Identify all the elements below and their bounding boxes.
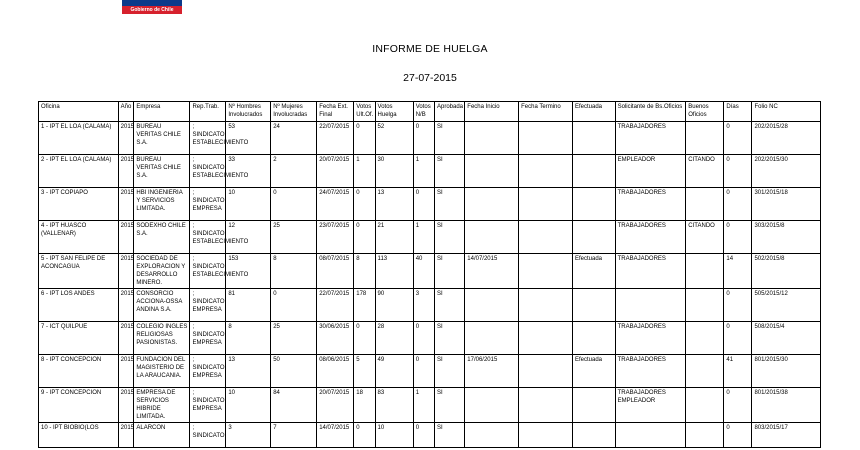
table-row	[39, 254, 821, 289]
cell-dias: 0	[724, 188, 752, 221]
cell-rep-trab: ; SINDICATO ESTABLECIMIENTO	[190, 155, 226, 188]
cell-efectuada	[572, 388, 615, 423]
cell-votos-nb: 1	[413, 221, 434, 254]
cell-folio-nc: 502/2015/8	[752, 254, 821, 289]
col-buenos-oficios: Buenos Oficios	[686, 102, 724, 122]
cell-hombres: 13	[226, 355, 271, 388]
cell-empresa: ALARCON	[134, 423, 190, 448]
cell-fecha-termino	[519, 221, 573, 254]
cell-oficina: 1 - IPT EL LOA (CALAMA)	[39, 122, 119, 155]
cell-rep-trab: ; SINDICATO EMPRESA	[190, 322, 226, 355]
table-row	[39, 221, 821, 254]
col-hombres: Nº Hombres Involucrados	[226, 102, 271, 122]
cell-solicitante: TRABAJADORES	[615, 188, 686, 221]
cell-buenos-oficios	[686, 289, 724, 322]
cell-votos-huelga: 49	[375, 355, 413, 388]
col-votos-huelga: Votos Huelga	[375, 102, 413, 122]
cell-votos-nb: 0	[413, 122, 434, 155]
cell-mujeres: 50	[271, 355, 317, 388]
cell-solicitante	[615, 423, 686, 448]
cell-mujeres: 24	[271, 122, 317, 155]
cell-solicitante: EMPLEADOR	[615, 155, 686, 188]
cell-mujeres: 0	[271, 188, 317, 221]
cell-anio: 2015	[118, 221, 134, 254]
cell-empresa: SOCIEDAD DE EXPLORACION Y DESARROLLO MINERO.	[134, 254, 190, 289]
col-dias: Días	[724, 102, 752, 122]
cell-fecha-ext-final: 08/07/2015	[317, 254, 354, 289]
cell-folio-nc: 801/2015/30	[752, 355, 821, 388]
col-oficina: Oficina	[39, 102, 119, 122]
gobierno-logo	[122, 0, 182, 14]
cell-votos-nb: 1	[413, 388, 434, 423]
cell-oficina: 4 - IPT HUASCO (VALLENAR)	[39, 221, 119, 254]
cell-empresa: COLEGIO INGLES RELIGIOSAS PASIONISTAS.	[134, 322, 190, 355]
cell-dias: 0	[724, 423, 752, 448]
cell-dias: 0	[724, 122, 752, 155]
cell-dias: 0	[724, 322, 752, 355]
col-votos-nb: Votos N/B	[413, 102, 434, 122]
cell-votos-nb: 1	[413, 155, 434, 188]
cell-mujeres: 2	[271, 155, 317, 188]
cell-fecha-termino	[519, 322, 573, 355]
cell-dias: 0	[724, 289, 752, 322]
cell-rep-trab: ; SINDICATO ESTABLECIMIENTO	[190, 122, 226, 155]
cell-anio: 2015	[118, 188, 134, 221]
cell-fecha-inicio	[465, 322, 519, 355]
table-row	[39, 423, 821, 448]
cell-solicitante: TRABAJADORES	[615, 322, 686, 355]
cell-buenos-oficios	[686, 122, 724, 155]
cell-votos-ult-of: 0	[354, 188, 375, 221]
cell-rep-trab: ; SINDICATO EMPRESA	[190, 289, 226, 322]
cell-fecha-termino	[519, 122, 573, 155]
cell-oficina: 6 - IPT LOS ANDES	[39, 289, 119, 322]
cell-fecha-inicio	[465, 289, 519, 322]
cell-fecha-termino	[519, 289, 573, 322]
cell-anio: 2015	[118, 388, 134, 423]
cell-fecha-inicio	[465, 388, 519, 423]
cell-votos-ult-of: 1	[354, 155, 375, 188]
cell-oficina: 8 - IPT CONCEPCION	[39, 355, 119, 388]
cell-buenos-oficios	[686, 322, 724, 355]
col-mujeres: Nº Mujeres Involucradas	[271, 102, 317, 122]
cell-anio: 2015	[118, 355, 134, 388]
cell-aprobada: SI	[435, 188, 465, 221]
cell-rep-trab: ; SINDICATO ESTABLECIMIENTO	[190, 254, 226, 289]
cell-aprobada: SI	[435, 254, 465, 289]
col-empresa: Empresa	[134, 102, 190, 122]
cell-rep-trab: ; SINDICATO EMPRESA	[190, 355, 226, 388]
cell-empresa: EMPRESA DE SERVICIOS HIBRIDE LIMITADA.	[134, 388, 190, 423]
table-row	[39, 355, 821, 388]
cell-folio-nc: 301/2015/18	[752, 188, 821, 221]
cell-rep-trab: ; SINDICATO EMPRESA	[190, 388, 226, 423]
cell-fecha-ext-final: 23/07/2015	[317, 221, 354, 254]
cell-fecha-termino	[519, 188, 573, 221]
cell-aprobada: SI	[435, 322, 465, 355]
cell-votos-nb: 0	[413, 322, 434, 355]
cell-fecha-inicio: 17/06/2015	[465, 355, 519, 388]
cell-mujeres: 84	[271, 388, 317, 423]
cell-efectuada	[572, 155, 615, 188]
cell-rep-trab: ; SINDICATO EMPRESA	[190, 188, 226, 221]
cell-oficina: 3 - IPT COPIAPO	[39, 188, 119, 221]
cell-fecha-inicio	[465, 221, 519, 254]
cell-folio-nc: 202/2015/28	[752, 122, 821, 155]
cell-aprobada: SI	[435, 388, 465, 423]
cell-votos-nb: 0	[413, 188, 434, 221]
cell-aprobada: SI	[435, 122, 465, 155]
cell-fecha-ext-final: 14/07/2015	[317, 423, 354, 448]
cell-mujeres: 7	[271, 423, 317, 448]
cell-buenos-oficios	[686, 254, 724, 289]
cell-folio-nc: 508/2015/4	[752, 322, 821, 355]
cell-folio-nc: 303/2015/8	[752, 221, 821, 254]
cell-votos-nb: 40	[413, 254, 434, 289]
cell-votos-huelga: 90	[375, 289, 413, 322]
cell-mujeres: 25	[271, 221, 317, 254]
cell-solicitante: TRABAJADORES EMPLEADOR	[615, 388, 686, 423]
cell-votos-nb: 0	[413, 355, 434, 388]
cell-votos-nb: 3	[413, 289, 434, 322]
cell-empresa: FUNDACION DEL MAGISTERIO DE LA ARAUCANIA.	[134, 355, 190, 388]
table-body	[39, 122, 821, 448]
cell-votos-ult-of: 0	[354, 423, 375, 448]
cell-anio: 2015	[118, 254, 134, 289]
cell-efectuada	[572, 423, 615, 448]
cell-dias: 0	[724, 388, 752, 423]
cell-buenos-oficios: CITANDO	[686, 221, 724, 254]
col-fecha-ext-final: Fecha Ext. Final	[317, 102, 354, 122]
cell-solicitante: TRABAJADORES	[615, 122, 686, 155]
cell-empresa: HBI INGENIERIA Y SERVICIOS LIMITADA.	[134, 188, 190, 221]
cell-efectuada	[572, 322, 615, 355]
cell-votos-ult-of: 0	[354, 221, 375, 254]
cell-rep-trab: ; SINDICATO ESTABLECIMIENTO	[190, 221, 226, 254]
cell-solicitante: TRABAJADORES	[615, 221, 686, 254]
cell-efectuada	[572, 221, 615, 254]
cell-fecha-termino	[519, 155, 573, 188]
cell-buenos-oficios	[686, 388, 724, 423]
cell-votos-huelga: 30	[375, 155, 413, 188]
cell-fecha-termino	[519, 254, 573, 289]
cell-hombres: 3	[226, 423, 271, 448]
cell-efectuada: Efectuada	[572, 254, 615, 289]
cell-hombres: 10	[226, 388, 271, 423]
cell-empresa: CONSORCIO ACCIONA-OSSA ANDINA S.A.	[134, 289, 190, 322]
cell-buenos-oficios	[686, 355, 724, 388]
cell-hombres: 53	[226, 122, 271, 155]
cell-folio-nc: 801/2015/38	[752, 388, 821, 423]
logo-text: Gobierno de Chile	[130, 7, 174, 13]
cell-fecha-ext-final: 08/06/2015	[317, 355, 354, 388]
col-solicitante: Solicitante de Bs.Oficios	[615, 102, 686, 122]
cell-fecha-ext-final: 30/06/2015	[317, 322, 354, 355]
cell-votos-nb: 0	[413, 423, 434, 448]
cell-efectuada	[572, 289, 615, 322]
cell-fecha-inicio: 14/07/2015	[465, 254, 519, 289]
cell-fecha-inicio	[465, 188, 519, 221]
cell-anio: 2015	[118, 122, 134, 155]
strike-report-table	[38, 101, 821, 448]
cell-votos-ult-of: 178	[354, 289, 375, 322]
cell-anio: 2015	[118, 423, 134, 448]
cell-hombres: 33	[226, 155, 271, 188]
cell-aprobada: SI	[435, 355, 465, 388]
cell-hombres: 81	[226, 289, 271, 322]
cell-folio-nc: 803/2015/17	[752, 423, 821, 448]
cell-votos-huelga: 28	[375, 322, 413, 355]
cell-buenos-oficios	[686, 423, 724, 448]
cell-solicitante: TRABAJADORES	[615, 355, 686, 388]
col-fecha-inicio: Fecha Inicio	[465, 102, 519, 122]
report-date: 27-07-2015	[403, 72, 457, 84]
col-aprobada: Aprobada	[435, 102, 465, 122]
cell-hombres: 12	[226, 221, 271, 254]
cell-votos-huelga: 52	[375, 122, 413, 155]
cell-efectuada: Efectuada	[572, 355, 615, 388]
cell-votos-huelga: 113	[375, 254, 413, 289]
table-row	[39, 122, 821, 155]
cell-votos-ult-of: 0	[354, 122, 375, 155]
cell-aprobada: SI	[435, 155, 465, 188]
col-votos-ult-of: Votos Ult.Of.	[354, 102, 375, 122]
table-row	[39, 188, 821, 221]
cell-folio-nc: 505/2015/12	[752, 289, 821, 322]
report-title: INFORME DE HUELGA	[372, 43, 488, 55]
cell-aprobada: SI	[435, 221, 465, 254]
table-row	[39, 289, 821, 322]
cell-dias: 0	[724, 155, 752, 188]
cell-votos-huelga: 83	[375, 388, 413, 423]
col-folio-nc: Folio NC	[752, 102, 821, 122]
col-fecha-termino: Fecha Termino	[519, 102, 573, 122]
cell-solicitante	[615, 289, 686, 322]
cell-fecha-termino	[519, 388, 573, 423]
cell-votos-ult-of: 0	[354, 322, 375, 355]
col-rep-trab: Rep.Trab.	[190, 102, 226, 122]
cell-fecha-ext-final: 24/07/2015	[317, 188, 354, 221]
cell-empresa: SODEXHO CHILE S.A.	[134, 221, 190, 254]
cell-votos-ult-of: 8	[354, 254, 375, 289]
cell-dias: 41	[724, 355, 752, 388]
cell-empresa: BUREAU VERITAS CHILE S.A.	[134, 122, 190, 155]
table-row	[39, 322, 821, 355]
cell-folio-nc: 202/2015/30	[752, 155, 821, 188]
cell-empresa: BUREAU VERITAS CHILE S.A.	[134, 155, 190, 188]
cell-votos-huelga: 10	[375, 423, 413, 448]
cell-oficina: 5 - IPT SAN FELIPE DE ACONCAGUA	[39, 254, 119, 289]
cell-fecha-inicio	[465, 122, 519, 155]
cell-hombres: 10	[226, 188, 271, 221]
cell-fecha-inicio	[465, 423, 519, 448]
cell-solicitante: TRABAJADORES	[615, 254, 686, 289]
cell-fecha-ext-final: 22/07/2015	[317, 289, 354, 322]
cell-mujeres: 25	[271, 322, 317, 355]
cell-hombres: 153	[226, 254, 271, 289]
col-efectuada: Efectuada	[572, 102, 615, 122]
cell-efectuada	[572, 188, 615, 221]
cell-votos-huelga: 21	[375, 221, 413, 254]
cell-fecha-inicio	[465, 155, 519, 188]
cell-fecha-termino	[519, 355, 573, 388]
cell-efectuada	[572, 122, 615, 155]
cell-anio: 2015	[118, 289, 134, 322]
cell-votos-huelga: 13	[375, 188, 413, 221]
cell-fecha-ext-final: 22/07/2015	[317, 122, 354, 155]
cell-rep-trab: ; SINDICATO	[190, 423, 226, 448]
cell-dias: 14	[724, 254, 752, 289]
cell-fecha-ext-final: 20/07/2015	[317, 388, 354, 423]
cell-buenos-oficios	[686, 188, 724, 221]
table-row	[39, 155, 821, 188]
cell-mujeres: 0	[271, 289, 317, 322]
cell-aprobada: SI	[435, 423, 465, 448]
cell-dias: 0	[724, 221, 752, 254]
cell-votos-ult-of: 18	[354, 388, 375, 423]
cell-aprobada: SI	[435, 289, 465, 322]
cell-anio: 2015	[118, 155, 134, 188]
cell-oficina: 10 - IPT BIOBIO(LOS	[39, 423, 119, 448]
cell-fecha-ext-final: 20/07/2015	[317, 155, 354, 188]
table-row	[39, 388, 821, 423]
cell-votos-ult-of: 5	[354, 355, 375, 388]
cell-anio: 2015	[118, 322, 134, 355]
cell-fecha-termino	[519, 423, 573, 448]
cell-oficina: 7 - ICT QUILPUE	[39, 322, 119, 355]
cell-oficina: 2 - IPT EL LOA (CALAMA)	[39, 155, 119, 188]
cell-hombres: 8	[226, 322, 271, 355]
cell-mujeres: 8	[271, 254, 317, 289]
col-anio: Año	[118, 102, 134, 122]
cell-oficina: 9 - IPT CONCEPCION	[39, 388, 119, 423]
cell-buenos-oficios: CITANDO	[686, 155, 724, 188]
table-header-row	[39, 102, 821, 122]
